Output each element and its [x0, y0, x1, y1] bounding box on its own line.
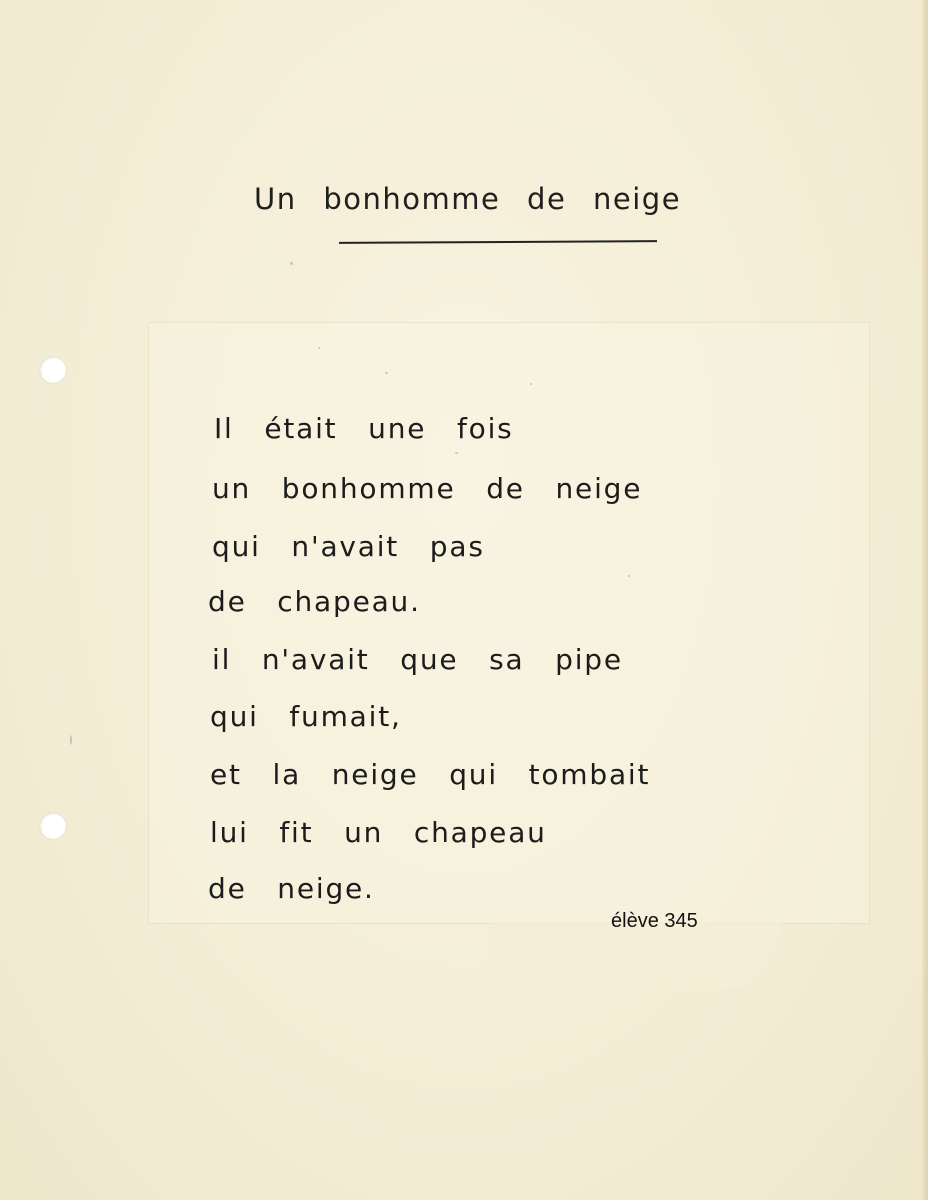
- paper-speck: [290, 262, 293, 265]
- poem-line: lui fit un chapeau: [210, 816, 547, 849]
- paper-speck: [530, 383, 532, 385]
- poem-line: de neige.: [208, 872, 375, 905]
- punch-hole-bottom: [40, 813, 66, 839]
- punch-hole-top: [40, 357, 66, 383]
- page-title: Un bonhomme de neige: [254, 182, 682, 216]
- student-label: élève 345: [611, 910, 698, 932]
- paper-speck: [318, 347, 320, 349]
- paper-speck: [70, 735, 72, 745]
- paper-edge: [922, 0, 928, 1200]
- paper-speck: [385, 372, 388, 374]
- paper-speck: [455, 452, 458, 454]
- poem-line: qui fumait,: [210, 700, 402, 733]
- paper-speck: [628, 575, 630, 577]
- poem-line: Il était une fois: [214, 412, 514, 445]
- poem-line: de chapeau.: [208, 585, 421, 618]
- title-underline: [339, 240, 657, 244]
- poem-line: il n'avait que sa pipe: [212, 643, 623, 676]
- poem-line: qui n'avait pas: [212, 530, 485, 563]
- poem-line: un bonhomme de neige: [212, 472, 643, 505]
- poem-line: et la neige qui tombait: [210, 758, 651, 791]
